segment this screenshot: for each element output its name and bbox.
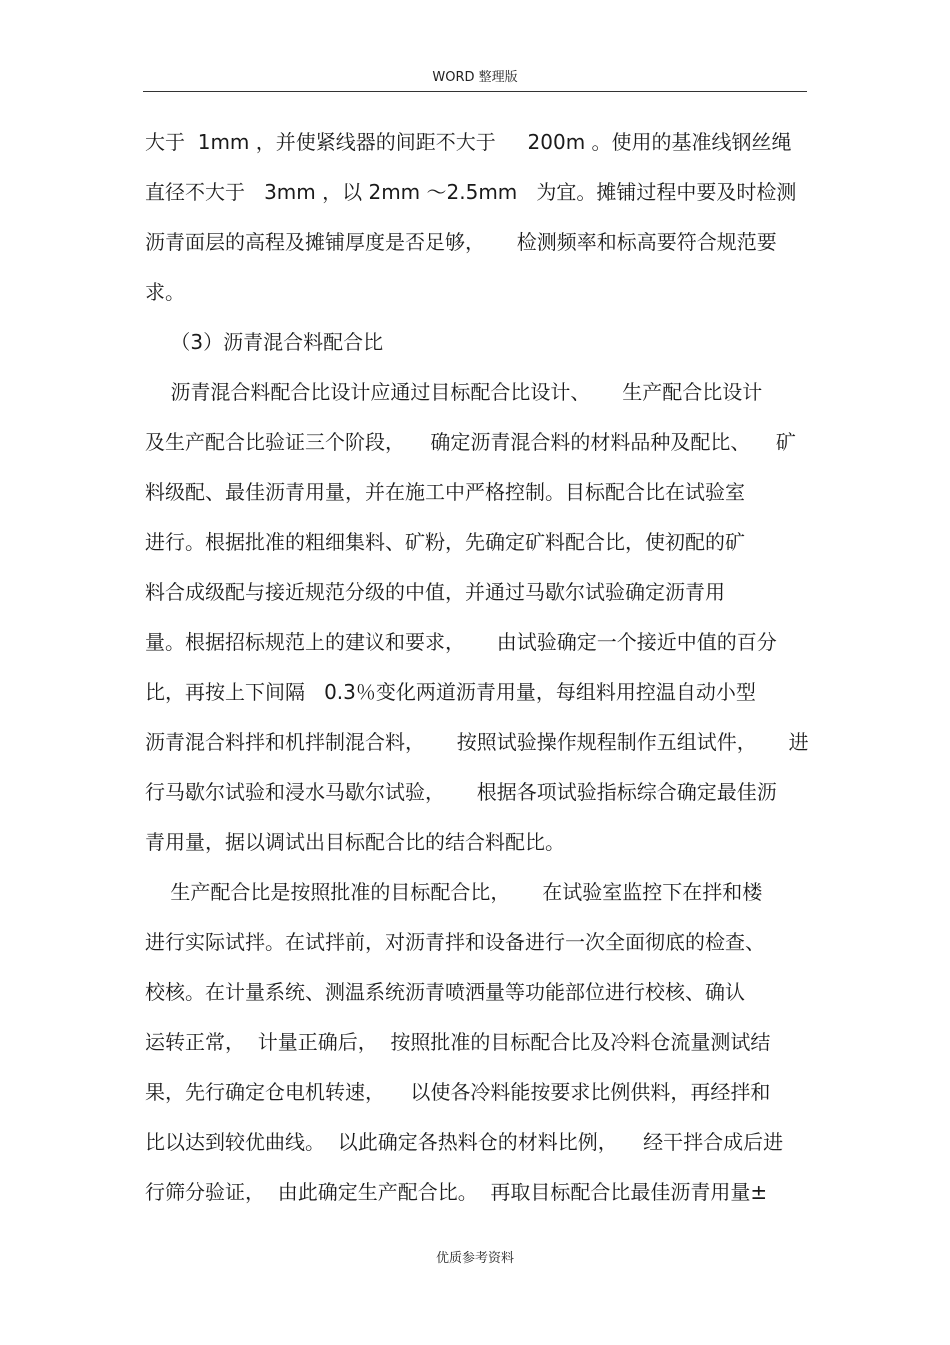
body-line: 沥青混合料拌和机拌制混合料， 按照试验操作规程制作五组试件， 进 [145,730,809,754]
body-line: 料合成级配与接近规范分级的中值，并通过马歇尔试验确定沥青用 [145,580,725,604]
body-line: 沥青面层的高程及摊铺厚度是否足够， 检测频率和标高要符合规范要 [145,230,777,254]
body-line: 行马歇尔试验和浸水马歇尔试验， 根据各项试验指标综合确定最佳沥 [145,780,777,804]
body-line: 运转正常， 计量正确后， 按照批准的目标配合比及冷料仓流量测试结 [145,1030,771,1054]
page-header: WORD 整理版 [432,70,518,85]
body-line: 及生产配合比验证三个阶段， 确定沥青混合料的材料品种及配比、 矿 [145,430,796,454]
body-line: 量。根据招标规范上的建议和要求， 由试验确定一个接近中值的百分 [145,630,777,654]
body-line: 进行实际试拌。在试拌前，对沥青拌和设备进行一次全面彻底的检查、 [145,930,765,954]
body-line: 沥青混合料配合比设计应通过目标配合比设计、 生产配合比设计 [145,380,763,404]
body-line: 求。 [145,280,185,304]
body-line: 直径不大于 3mm ，以 2mm ～2.5mm 为宜。摊铺过程中要及时检测 [145,180,797,204]
header-divider [143,91,807,92]
body-line: 行筛分验证， 由此确定生产配合比。 再取目标配合比最佳沥青用量± [145,1180,768,1204]
body-line: 青用量，据以调试出目标配合比的结合料配比。 [145,830,565,854]
body-line: 比，再按上下间隔 0.3％变化两道沥青用量，每组料用控温自动小型 [145,680,756,704]
body-line: （3）沥青混合料配合比 [145,330,384,354]
body-line: 大于 1mm ，并使紧线器的间距不大于 200m 。使用的基准线钢丝绳 [145,130,792,154]
body-line: 生产配合比是按照批准的目标配合比， 在试验室监控下在拌和楼 [145,880,763,904]
page-footer: 优质参考资料 [435,1251,514,1266]
body-line: 校核。在计量系统、测温系统沥青喷洒量等功能部位进行校核、确认 [145,980,745,1004]
body-line: 果，先行确定仓电机转速， 以使各冷料能按要求比例供料，再经拌和 [145,1080,771,1104]
body-line: 料级配、最佳沥青用量，并在施工中严格控制。目标配合比在试验室 [145,480,745,504]
body-line: 比以达到较优曲线。 以此确定各热料仓的材料比例， 经干拌合成后进 [145,1130,784,1154]
body-line: 进行。根据批准的粗细集料、矿粉，先确定矿料配合比，使初配的矿 [145,530,745,554]
